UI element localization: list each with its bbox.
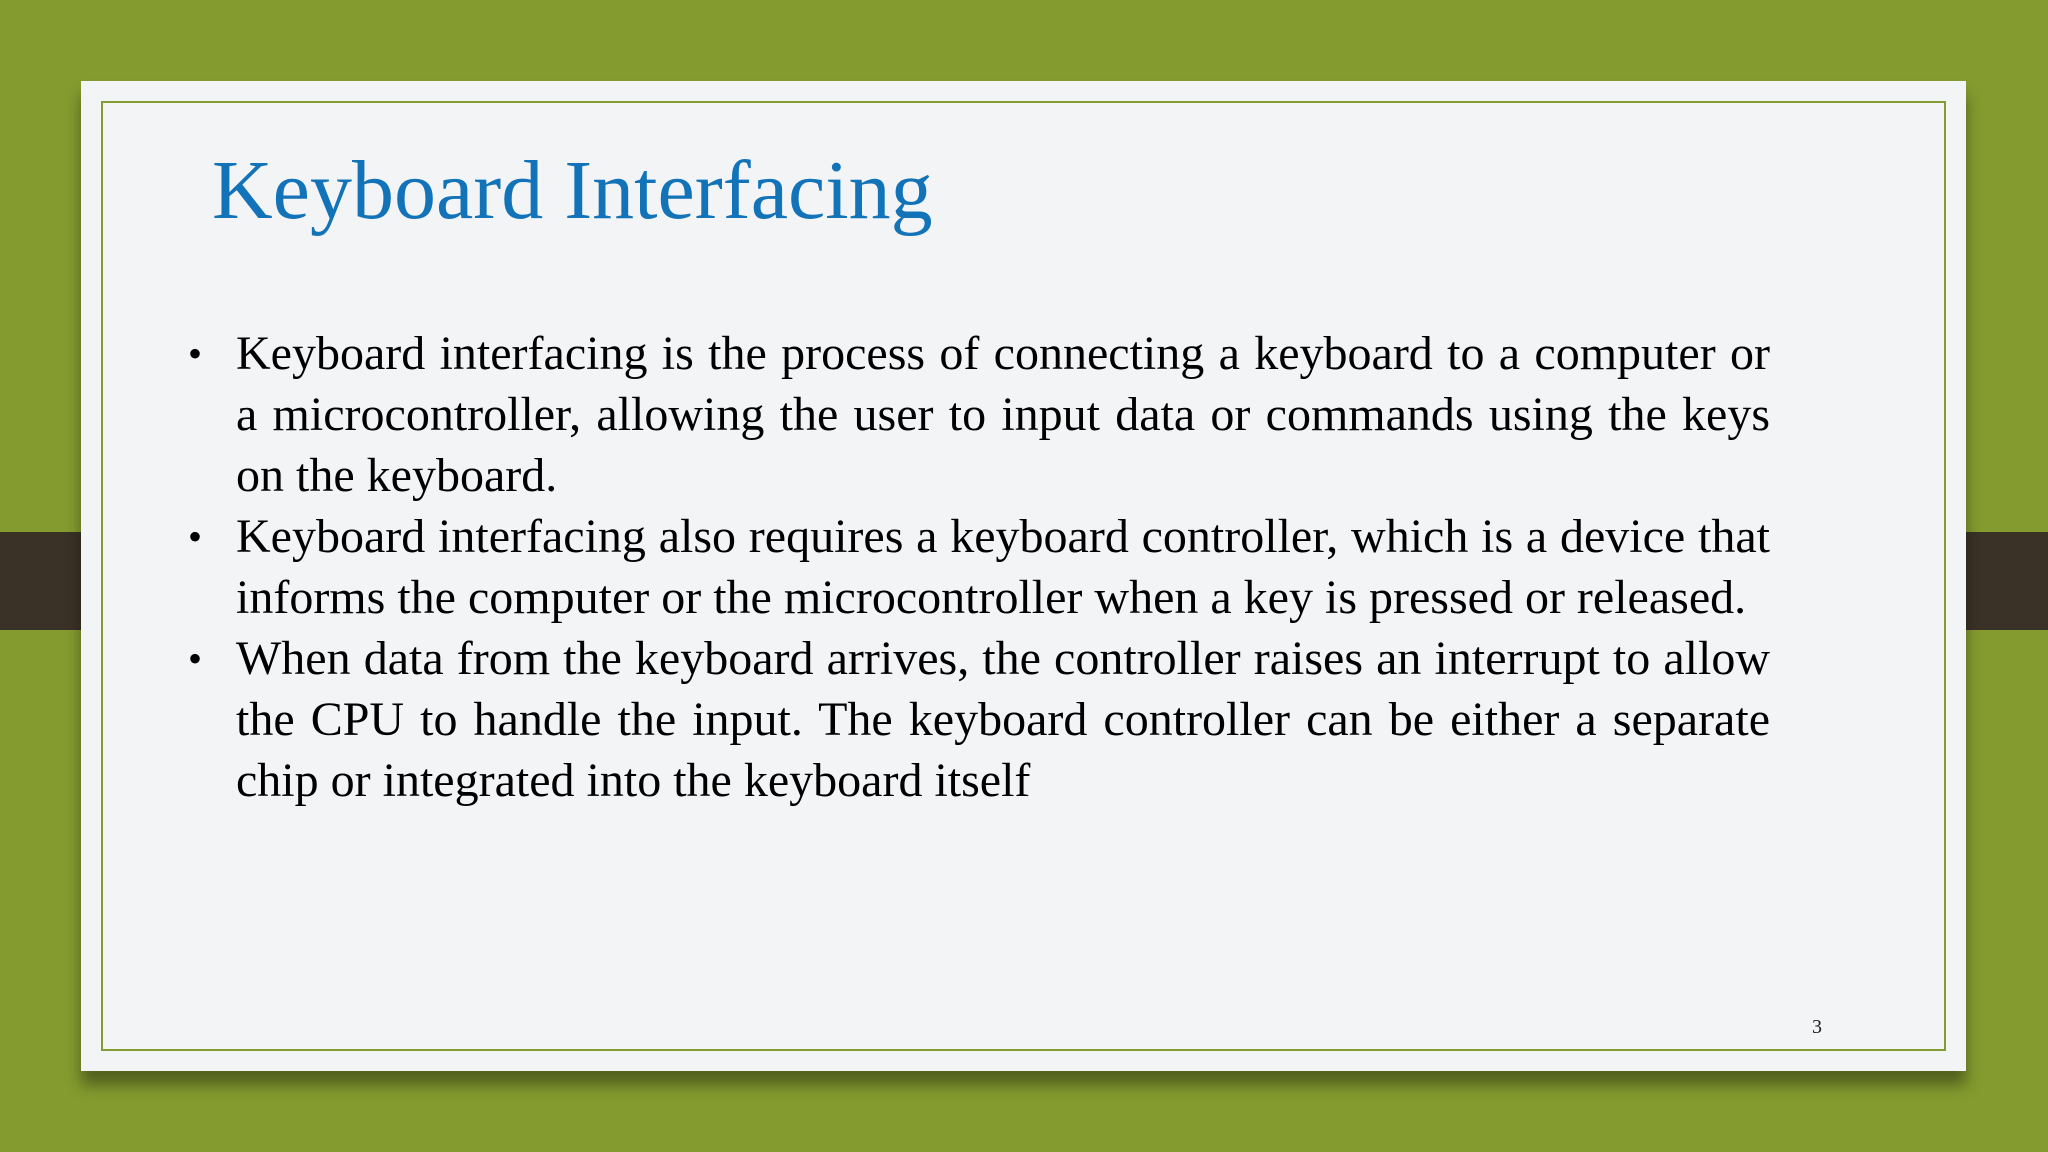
slide-title: Keyboard Interfacing <box>212 144 933 237</box>
bullet-text: When data from the keyboard arrives, the controller raises an interrupt to allow the CPU to handle the input. The keyboard controller can be either a separate chip or integrated into the keyboard itself <box>236 632 1770 807</box>
slide-card <box>81 81 1966 1071</box>
bullet-item <box>188 323 1770 506</box>
bullet-text: Keyboard interfacing also requires a keyboard controller, which is a device that informs the computer or the microcontroller when a key is pressed or released. <box>236 510 1770 624</box>
bullet-icon: • <box>188 514 203 559</box>
bullet-icon: • <box>188 636 203 681</box>
bullet-icon: • <box>188 331 203 376</box>
page-number: 3 <box>1812 1016 1822 1038</box>
bullet-list <box>188 323 1770 811</box>
bullet-text: Keyboard interfacing is the process of connecting a keyboard to a computer or a microcontroller, allowing the user to input data or commands using the keys on the keyboard. <box>236 327 1770 502</box>
bullet-item <box>188 628 1770 811</box>
bullet-item <box>188 506 1770 628</box>
